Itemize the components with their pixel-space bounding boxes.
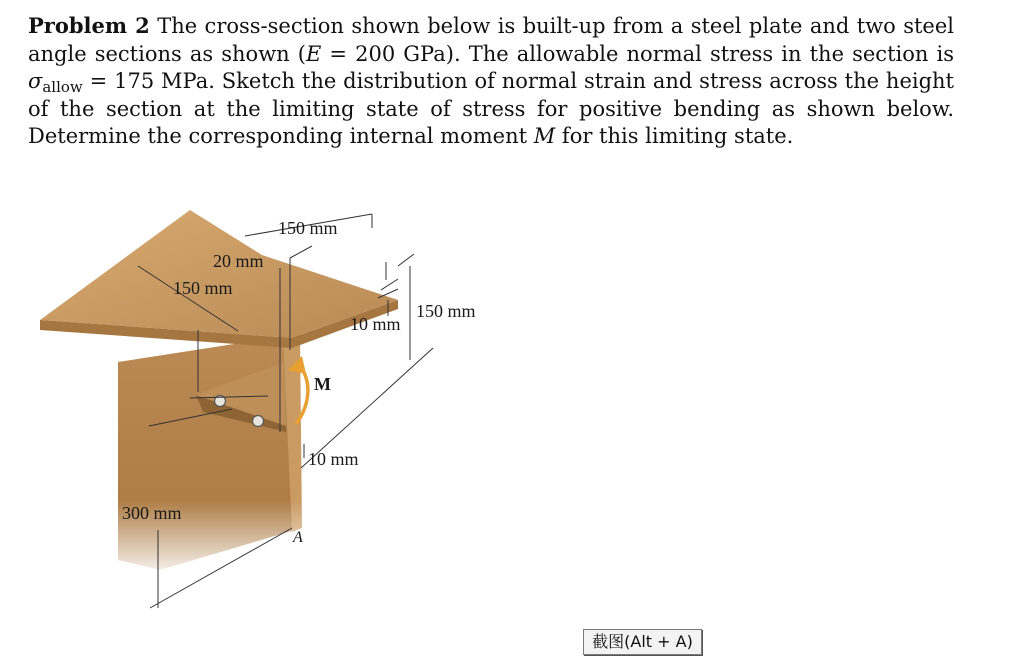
moment-label: M (314, 374, 331, 394)
problem-ending: for this limiting state. (561, 124, 794, 148)
dim-angle-thickness: 20 mm (213, 251, 264, 271)
dim-angle-height: 150 mm (416, 301, 476, 321)
screenshot-button[interactable]: 截图(Alt + A) (583, 629, 702, 655)
cross-section-figure (0, 180, 560, 620)
bolt-2 (253, 416, 264, 427)
dim-plate-height: 300 mm (122, 503, 182, 523)
modulus-symbol: E (305, 41, 322, 66)
problem-intro: The cross-section shown below is built-up from a steel plate and two steel angle sections as shown ( (28, 14, 955, 66)
problem-statement (28, 12, 954, 151)
point-a-label: A (293, 529, 303, 546)
stress-subscript: allow (42, 78, 83, 96)
modulus-value: = 200 GPa). The allowable normal stress in the section is (329, 41, 954, 66)
dim-flange-width: 150 mm (278, 218, 338, 238)
stress-symbol: σ (28, 69, 43, 93)
dim-plate-offset: 150 mm (173, 278, 233, 298)
moment-symbol: M (533, 124, 556, 148)
dim-flange-thickness: 10 mm (350, 314, 401, 334)
problem-label: Problem 2 (28, 13, 150, 38)
stress-value-text: = 175 MPa. Sketch the distribution of normal strain and stress across the height of the section at the limiting state of stress for positive bending as shown below. Determine the corresponding internal moment (28, 69, 954, 148)
dim-web-thickness: 10 mm (308, 449, 359, 469)
